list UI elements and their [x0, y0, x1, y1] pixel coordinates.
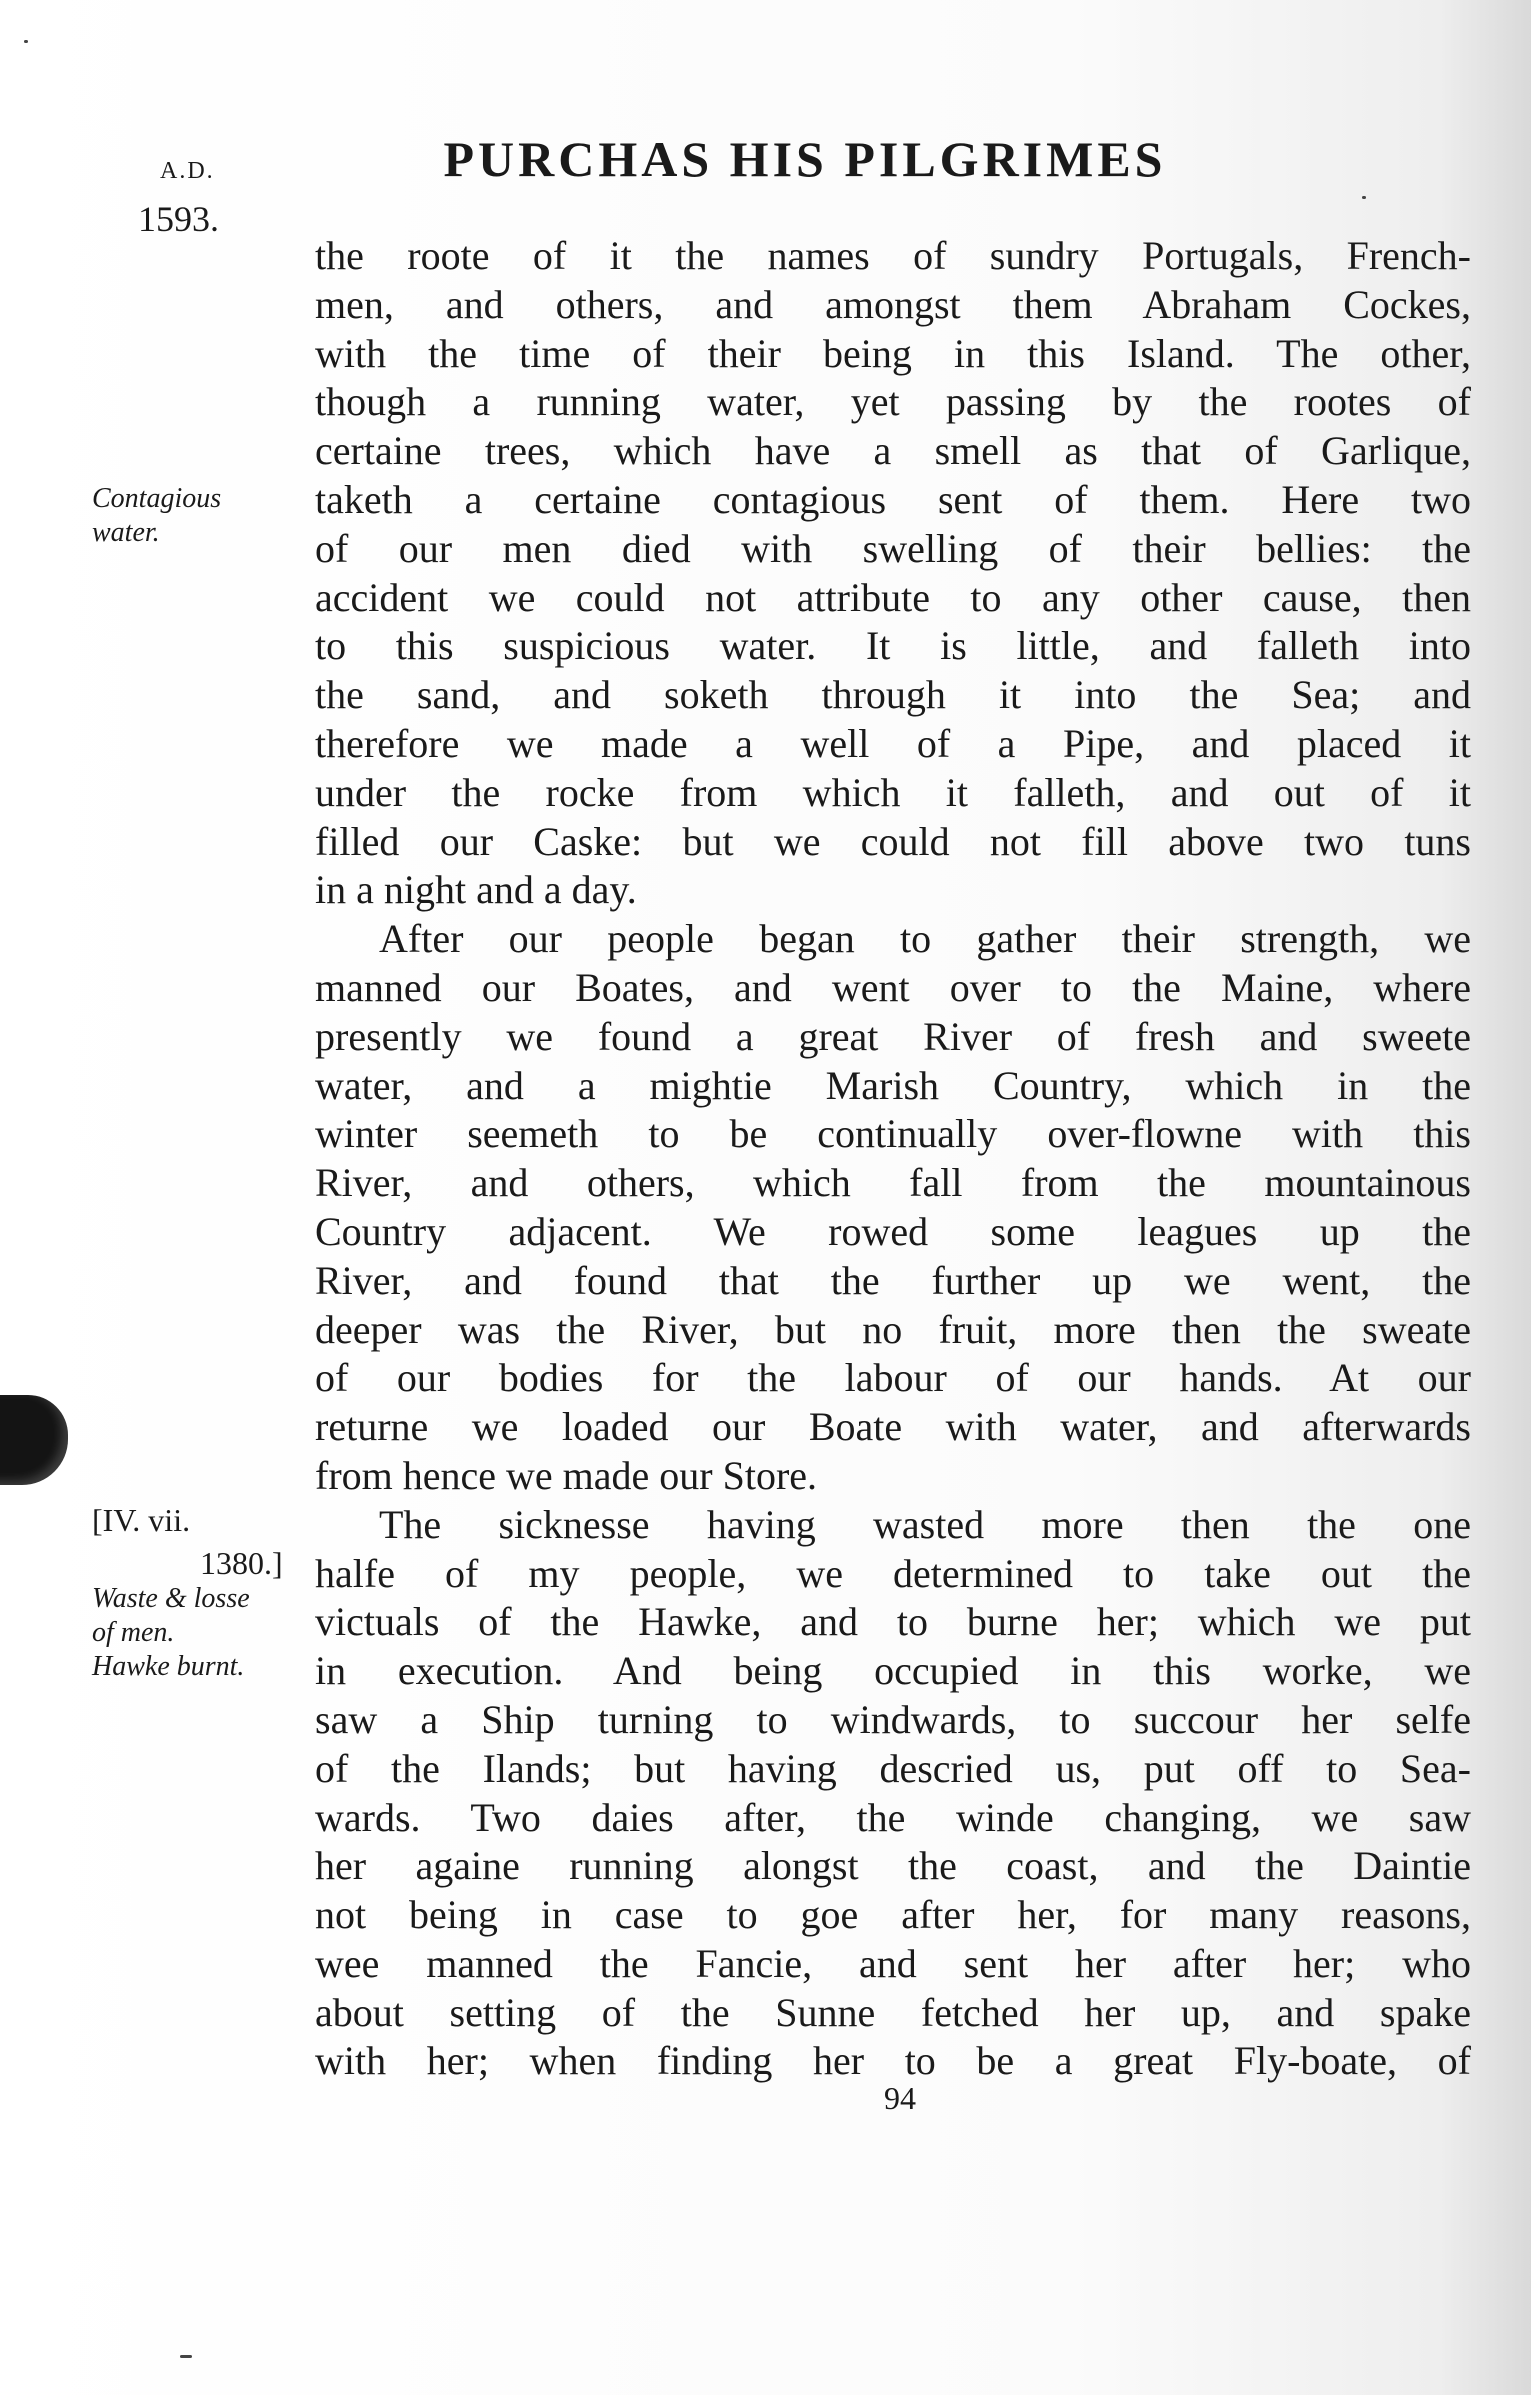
page-number: 94 — [884, 2080, 916, 2116]
volume-ref-line: [IV. vii. — [92, 1502, 191, 1538]
text-line: saw a Ship turning to windwards, to succour her selfe — [315, 1696, 1471, 1742]
text-line: returne we loaded our Boate with water, and afterwards — [315, 1404, 1471, 1450]
text-line: of our bodies for the labour of our hands. At our — [315, 1355, 1471, 1401]
volume-ref-line: 1380.] — [200, 1545, 283, 1581]
text-line: victuals of the Hawke, and to burne her; which we put — [315, 1599, 1471, 1645]
text-line: to this suspicious water. It is little, and falleth into — [315, 623, 1471, 669]
text-line: from hence we made our Store. — [315, 1452, 818, 1498]
text-line: the sand, and soketh through it into the Sea; and — [315, 672, 1471, 718]
year-label: 1593. — [138, 199, 219, 239]
text-line: winter seemeth to be continually over-flowne with this — [315, 1111, 1471, 1157]
margin-note-waste — [92, 1582, 250, 1650]
text-line: wards. Two daies after, the winde changing, we saw — [315, 1794, 1471, 1840]
text-line: therefore we made a well of a Pipe, and placed it — [315, 720, 1471, 766]
paper-speck — [24, 40, 28, 43]
text-line: wee manned the Fancie, and sent her after her; who — [315, 1940, 1471, 1986]
text-line: certaine trees, which have a smell as that of Garlique, — [315, 428, 1471, 474]
text-line: manned our Boates, and went over to the Maine, where — [315, 964, 1471, 1010]
running-head: PURCHAS HIS PILGRIMES — [443, 131, 1167, 187]
text-line: deeper was the River, but no fruit, more then the sweate — [315, 1306, 1471, 1352]
text-line: men, and others, and amongst them Abraham Cockes, — [315, 281, 1471, 327]
margin-note-hawke: Hawke burnt. — [92, 1651, 245, 1682]
text-line: her againe running alongst the coast, and the Daintie — [315, 1843, 1471, 1889]
text-line: with her; when finding her to be a great Fly-boate, of — [315, 2038, 1471, 2084]
text-line: halfe of my people, we determined to take out the — [315, 1550, 1471, 1596]
text-line: about setting of the Sunne fetched her up, and spake — [315, 1989, 1471, 2035]
text-line: in a night and a day. — [315, 867, 637, 913]
text-line: under the rocke from which it falleth, and out of it — [315, 769, 1471, 815]
text-line: presently we found a great River of fresh and sweete — [315, 1013, 1471, 1059]
margin-note-line: water. — [92, 517, 160, 548]
margin-note-line: Contagious — [92, 483, 222, 514]
text-line: though a running water, yet passing by the rootes of — [315, 379, 1471, 425]
thumb-shadow — [0, 1395, 68, 1485]
text-line: Country adjacent. We rowed some leagues up the — [315, 1208, 1471, 1254]
paper-speck — [1362, 196, 1366, 199]
text-line: accident we could not attribute to any other cause, then — [315, 574, 1471, 620]
anno-domini-label: A.D. — [160, 158, 215, 184]
body-text — [315, 232, 1471, 2086]
text-line: River, and found that the further up we went, the — [315, 1257, 1471, 1303]
text-line: of our men died with swelling of their bellies: the — [315, 525, 1471, 571]
paper-speck — [180, 2355, 192, 2358]
text-line: filled our Caske: but we could not fill above two tuns — [315, 818, 1471, 864]
text-line: taketh a certaine contagious sent of them. Here two — [315, 476, 1471, 522]
text-line: of the Ilands; but having descried us, put off to Sea- — [315, 1745, 1471, 1791]
text-line: the roote of it the names of sundry Portugals, French- — [315, 233, 1471, 278]
text-line: After our people began to gather their strength, we — [379, 916, 1471, 962]
margin-note-line: of men. — [92, 1617, 175, 1648]
text-line: not being in case to goe after her, for many reasons, — [315, 1892, 1471, 1938]
text-line: water, and a mightie Marish Country, which in the — [315, 1062, 1471, 1108]
margin-note-line: Waste & losse — [92, 1583, 250, 1614]
text-line: River, and others, which fall from the mountainous — [315, 1160, 1471, 1206]
margin-note-contagious — [92, 482, 221, 550]
text-line: The sicknesse having wasted more then the one — [379, 1501, 1471, 1547]
text-line: with the time of their being in this Island. The other, — [315, 330, 1471, 376]
text-line: in execution. And being occupied in this worke, we — [315, 1648, 1471, 1694]
